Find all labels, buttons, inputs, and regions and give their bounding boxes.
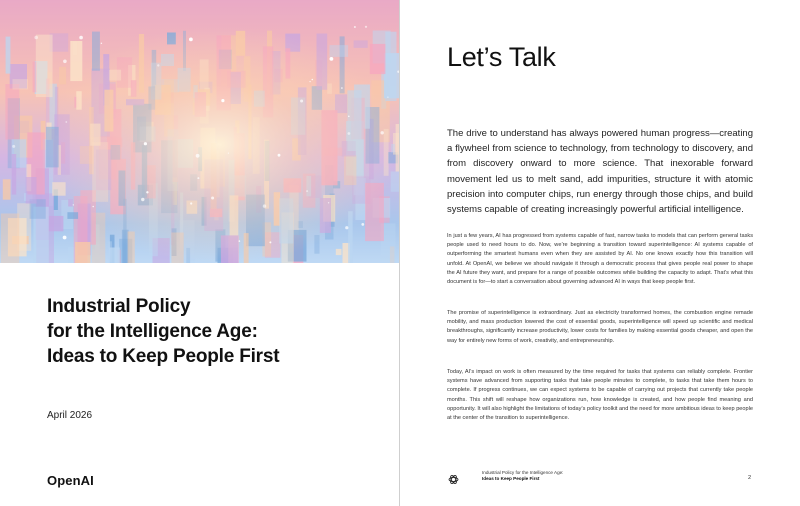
artwork-sparkle [361,223,364,226]
artwork-sparkle [141,198,144,201]
artwork-sparkle [348,132,351,135]
artwork-sparkle [144,142,147,145]
artwork-sparkle [312,79,314,81]
artwork-sparkle [196,154,200,158]
artwork-sparkle [12,145,15,148]
artwork-sparkle [239,240,241,242]
footer-subtitle-line: Ideas to Keep People First [482,476,540,481]
body-paragraph: The promise of superintelligence is extraordinary. Just as electricity transformed homes, the combustion engine remade mobility, and mass production lowered the cost of essential goods, superintelligence will speed up scientific and medical breakthroughs, significantly increase productivity, lower costs for families by making essential goods cheaper, and open the way for entirely new forms of work, creativity, and entrepreneurship. [447,310,753,344]
artwork-sparkle [101,43,102,44]
openai-knot-icon [448,474,459,485]
cover-title-line: Industrial Policy [47,296,191,317]
body-paragraph: Today, AI’s impact on work is often measured by the time required for tasks that systems can reliably complete. Frontier systems have advanced from supporting tasks that take people minutes to complete, to tasks that take them hours to complete. If progress continues, we can expect systems to be capable of carrying out projects that currently take people months. This shift will reshape how organizations run, how knowledge is created, and how people find meaning and opportunity. It will also highlight the limitations of today’s policy toolkit and the need for more ambitious ideas to keep people at the center of the transition to superintelligence. [447,369,753,422]
artwork-sparkle [157,64,159,66]
artwork-sparkle [328,202,329,203]
artwork-sparkle [79,36,83,40]
artwork-sparkle [228,153,229,154]
cover-title-line: Ideas to Keep People First [47,346,280,367]
artwork-sparkle [34,36,38,40]
artwork-sparkle [190,202,192,204]
artwork-sparkle [341,87,343,89]
cover-title-line: for the Intelligence Age: [47,321,258,342]
artwork-sparkle [73,204,74,205]
body-paragraph: In just a few years, AI has progressed from systems capable of fast, narrow tasks to models that can perform general tasks people used to need hours to do. Now, we’re beginning a transition toward superintelligence: AI systems capable of outperforming the smartest humans even when they are assisted by AI. No one knows exactly how this transition will unfold. At OpenAI, we believe we should navigate it through a democratic process that gives people real power to shape the AI future they want, and prepare for a range of possible outcomes while building the capacity to adapt. That’s what this document is for—to start a conversation about governing advanced AI in ways that keep people first. [447,233,753,286]
footer-document-title [482,470,563,482]
artwork-sparkle [306,190,308,192]
artwork-sparkle [354,26,356,28]
artwork-sparkle [269,241,271,243]
page-heading: Let’s Talk [447,42,556,72]
cover-artwork-image [0,0,399,263]
artwork-sparkle [330,57,334,61]
openai-logo: OpenAI [47,473,94,488]
artwork-sparkle [387,97,388,98]
artwork-sparkle [348,116,350,118]
artwork-sparkle [365,26,367,28]
lead-paragraph: The drive to understand has always powered human progress—creating a flywheel from science to technology, from technology to discovery, and from discovery onward to more science. That inexorable forward movement led us to melt sand, add impurities, structure it with atomic precision into computer chips, run energy through those chips, and build systems capable of creating increasingly powerful artificial intelligence. [447,128,753,216]
artwork-sparkle [309,81,310,82]
cover-page [0,0,399,506]
artwork-sparkle [211,197,214,200]
artwork-sparkle [189,38,193,42]
page-number: 2 [748,475,752,481]
cover-title [47,294,279,369]
footer-title-line: Industrial Policy for the Intelligence Age: [482,470,564,475]
cover-date: April 2026 [47,410,93,421]
artwork-sparkle [278,154,281,157]
artwork-sparkle [146,191,148,193]
artwork-sparkle [381,131,384,134]
artwork-sparkle [300,100,303,103]
artwork-sparkle [65,121,67,123]
artwork-sparkle [63,60,67,64]
artwork-sparkle [197,177,199,179]
artwork-sparkle [263,204,266,207]
artwork-sparkle [345,226,348,229]
artwork-sparkle [63,236,67,240]
artwork-sparkle [221,99,224,102]
artwork-sparkle [92,206,94,208]
